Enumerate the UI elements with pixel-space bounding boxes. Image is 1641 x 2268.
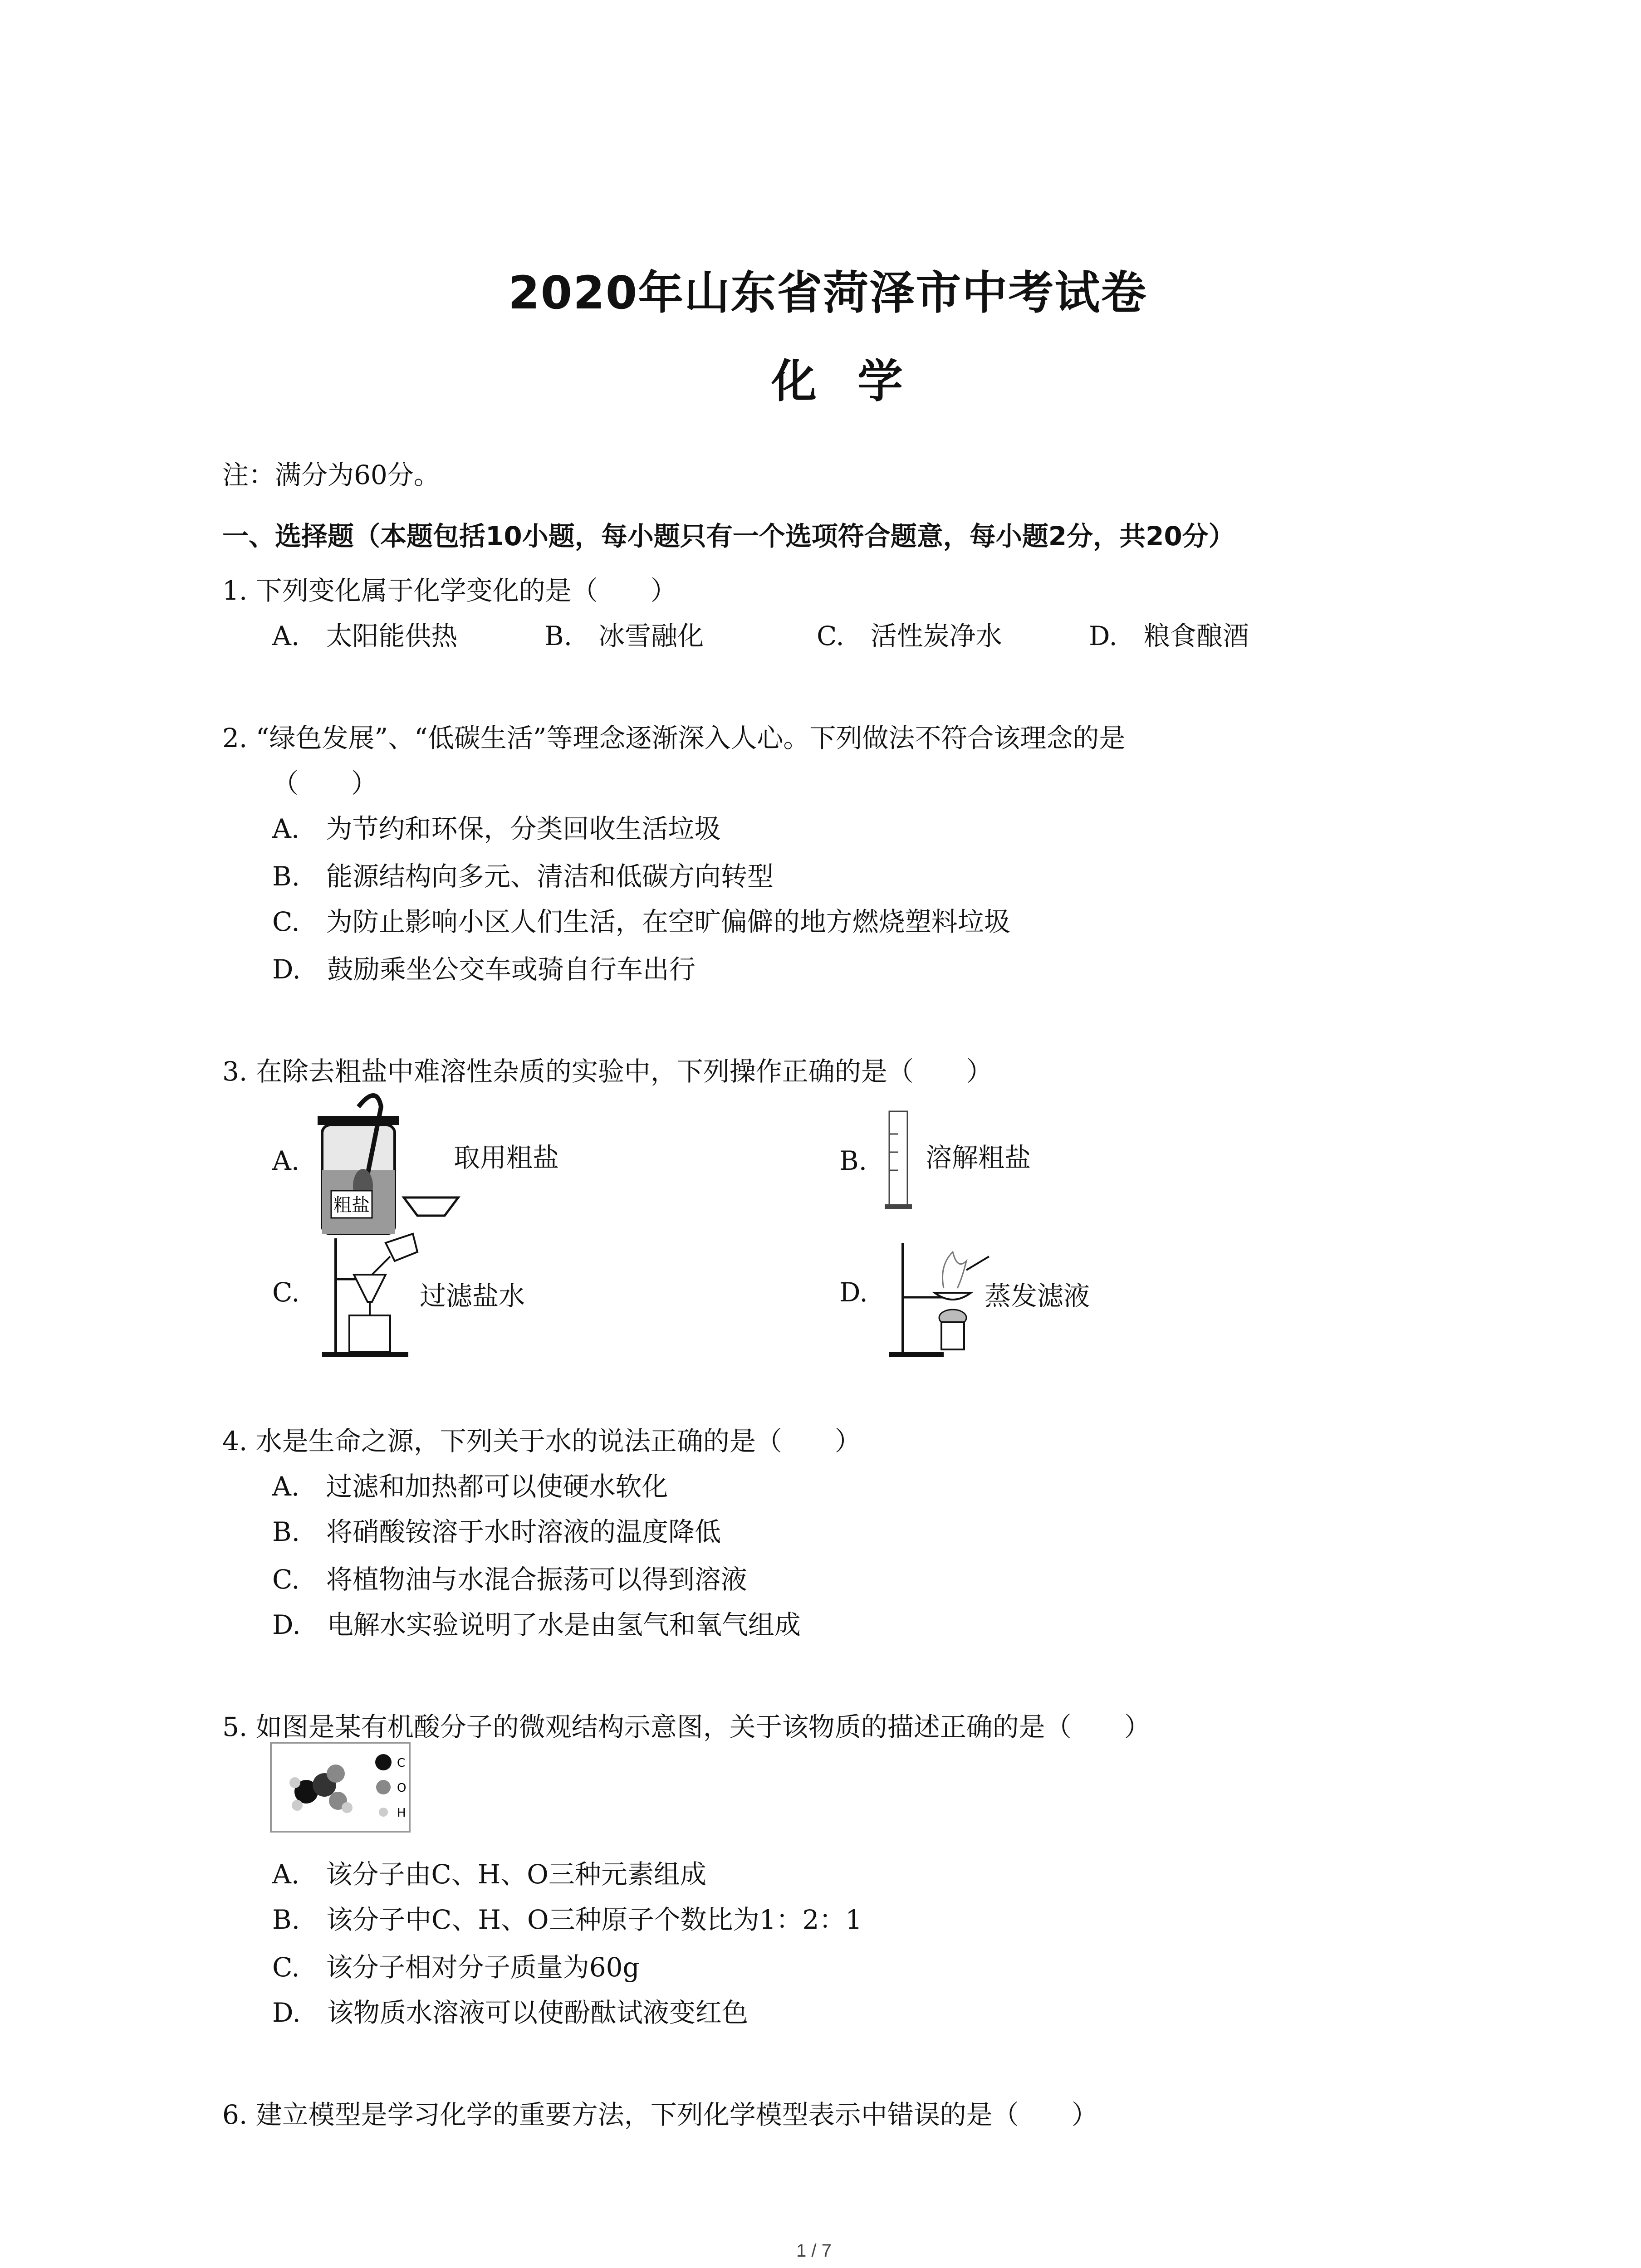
legend-o-label: O	[397, 1781, 407, 1795]
page-number: 1 / 7	[796, 2241, 832, 2261]
question-4-option-d: D. 电解水实验说明了水是由氢气和氧气组成	[272, 1609, 801, 1640]
subject-title: 化学	[771, 355, 944, 408]
question-2-option-d: D. 鼓励乘坐公交车或骑自行车出行	[272, 954, 696, 985]
evaporation-setup-figure	[889, 1238, 994, 1361]
exam-title: 2020年山东省菏泽市中考试卷	[508, 266, 1147, 319]
question-3-option-d-caption: 蒸发滤液	[985, 1281, 1090, 1311]
question-2-stem: 2. “绿色发展”、“低碳生活”等理念逐渐深入人心。下列做法不符合该理念的是	[222, 723, 1126, 753]
question-4-option-c: C. 将植物油与水混合振荡可以得到溶液	[272, 1564, 747, 1595]
question-1-option-c: C. 活性炭净水	[817, 621, 1002, 651]
question-4-option-a: A. 过滤和加热都可以使硬水软化	[272, 1471, 668, 1502]
legend-h-label: H	[397, 1806, 406, 1820]
question-5-option-c: C. 该分子相对分子质量为60g	[272, 1952, 640, 1983]
question-1-option-d: D. 粮食酿酒	[1089, 621, 1249, 651]
question-2-option-b: B. 能源结构向多元、清洁和低碳方向转型	[272, 861, 774, 892]
question-3-option-a-caption: 取用粗盐	[454, 1142, 559, 1173]
question-5-option-a: A. 该分子由C、H、O三种元素组成	[272, 1859, 706, 1890]
question-3-option-b-caption: 溶解粗盐	[926, 1142, 1031, 1173]
question-3-option-c-letter: C.	[272, 1277, 300, 1308]
question-6-stem: 6. 建立模型是学习化学的重要方法，下列化学模型表示中错误的是（ ）	[222, 2099, 1098, 2130]
question-4-stem: 4. 水是生命之源，下列关于水的说法正确的是（ ）	[222, 1426, 861, 1457]
section-heading: 一、选择题（本题包括10小题，每小题只有一个选项符合题意，每小题2分，共20分）	[222, 521, 1235, 552]
graduated-cylinder-figure	[885, 1107, 912, 1211]
question-3-stem: 3. 在除去粗盐中难溶性杂质的实验中，下列操作正确的是（ ）	[222, 1056, 993, 1087]
molecule-model-figure	[270, 1742, 411, 1833]
score-note: 注：满分为60分。	[222, 459, 440, 490]
salt-jar-label: 粗盐	[333, 1195, 370, 1216]
question-3-option-d-letter: D.	[839, 1277, 868, 1308]
question-2-stem-cont: （ ）	[272, 768, 378, 799]
question-3-option-a-letter: A.	[272, 1145, 300, 1176]
question-4-option-b: B. 将硝酸铵溶于水时溶液的温度降低	[272, 1516, 721, 1547]
question-3-option-b-letter: B.	[839, 1145, 867, 1176]
question-5-stem: 5. 如图是某有机酸分子的微观结构示意图，关于该物质的描述正确的是（ ）	[222, 1711, 1151, 1742]
filtration-setup-figure	[318, 1225, 422, 1361]
question-1-option-b: B. 冰雪融化	[544, 621, 704, 651]
question-1-stem: 1. 下列变化属于化学变化的是（ ）	[222, 575, 677, 606]
salt-jar-spoon-figure	[313, 1080, 463, 1238]
question-5-option-b: B. 该分子中C、H、O三种原子个数比为1：2：1	[272, 1904, 862, 1935]
legend-c-label: C	[397, 1756, 406, 1770]
question-1-option-a: A. 太阳能供热	[272, 621, 458, 651]
question-2-option-a: A. 为节约和环保，分类回收生活垃圾	[272, 813, 721, 844]
question-5-option-d: D. 该物质水溶液可以使酚酞试液变红色	[272, 1997, 748, 2028]
question-3-option-c-caption: 过滤盐水	[420, 1281, 525, 1311]
question-2-option-c: C. 为防止影响小区人们生活，在空旷偏僻的地方燃烧塑料垃圾	[272, 906, 1010, 937]
